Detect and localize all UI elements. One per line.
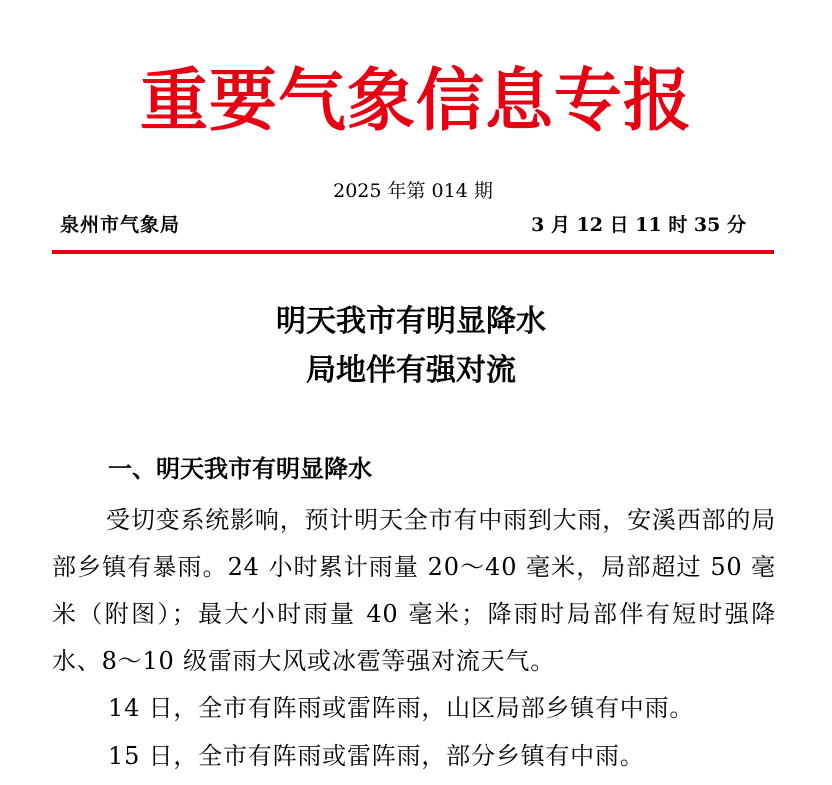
issue-datetime: 3 月 12 日 11 时 35 分 — [531, 214, 746, 236]
section-heading: 一、明天我市有明显降水 — [108, 455, 372, 483]
forecast-paragraph-2: 14 日，全市有阵雨或雷阵雨，山区局部乡镇有中雨。 — [108, 694, 695, 722]
headline-line-1: 明天我市有明显降水 — [276, 304, 546, 339]
forecast-paragraph-3: 15 日，全市有阵雨或雷阵雨，部分乡镇有中雨。 — [108, 742, 645, 770]
issue-number: 2025 年第 014 期 — [333, 180, 493, 202]
headline-line-2: 局地伴有强对流 — [306, 353, 516, 388]
header-divider — [52, 250, 774, 254]
issuer-name: 泉州市气象局 — [60, 214, 181, 236]
report-title: 重要气象信息专报 — [139, 62, 692, 141]
forecast-paragraph-1: 受切变系统影响，预计明天全市有中雨到大雨，安溪西部的局部乡镇有暴雨。24 小时累计雨量 20～40 毫米，局部超过 50 毫米（附图）；最大小时雨量 40 毫米；降雨时局部伴有短时强降水、8～10 级雷雨大风或冰雹等强对流天气。 — [52, 506, 776, 675]
